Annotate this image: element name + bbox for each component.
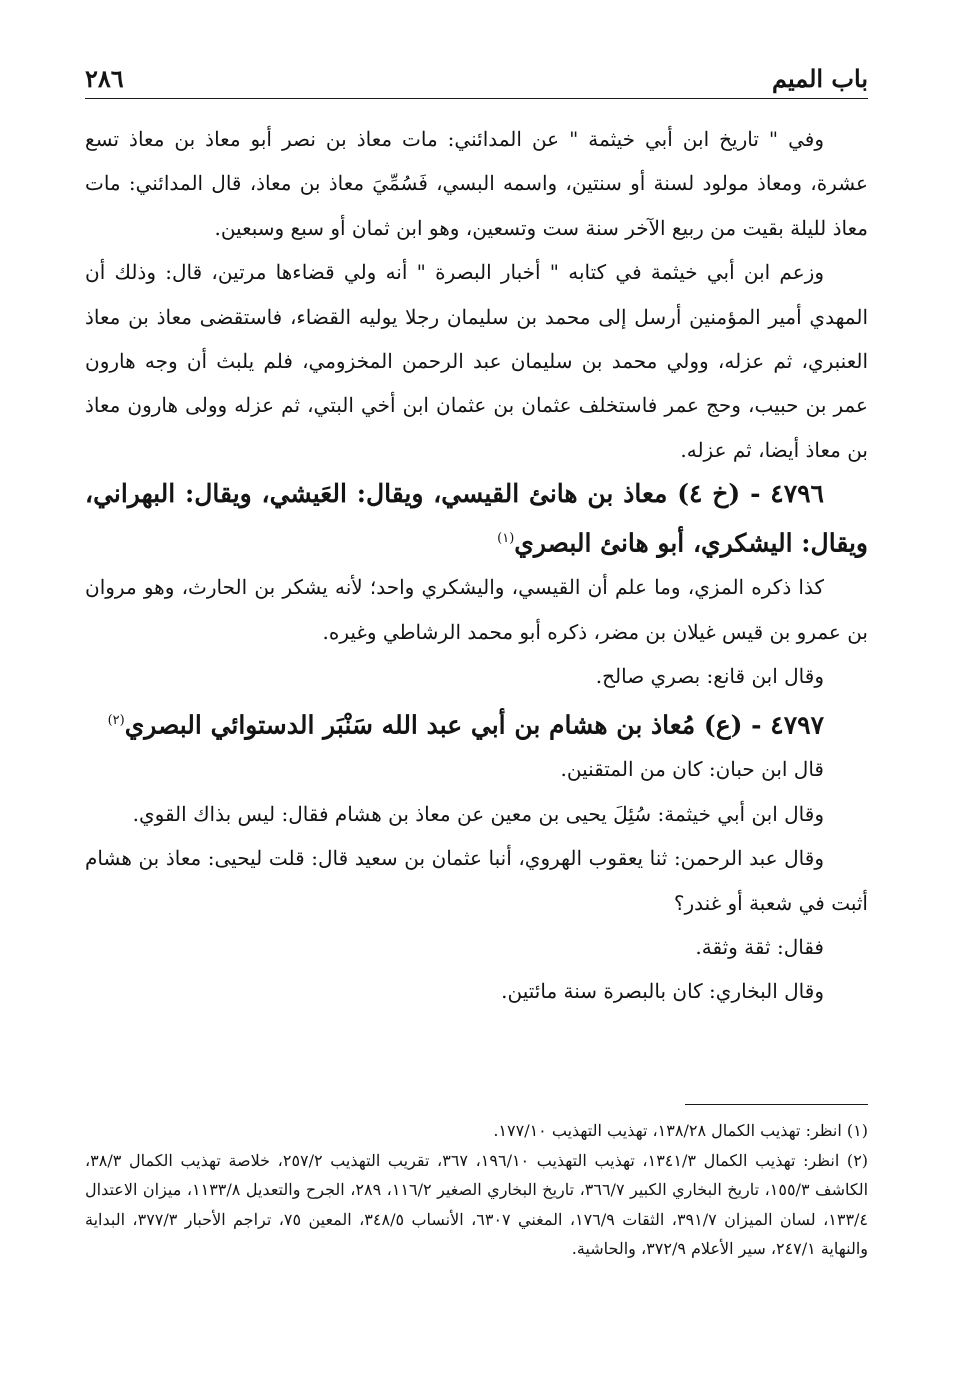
paragraph: كذا ذكره المزي، وما علم أن القيسي، واليشكري واحد؛ لأنه يشكر بن الحارث، وهو مروان بن عمرو بن قيس غيلان بن مضر، ذكره أبو محمد الرشاطي وغيره.	[85, 575, 868, 644]
entry-number: ٤٧٩٦	[770, 479, 824, 509]
running-header	[85, 58, 868, 99]
page-number: ٢٨٦	[85, 64, 124, 93]
paragraph: وقال ابن قانع: بصري صالح.	[595, 664, 824, 689]
footnote: (٢) انظر: تهذيب الكمال ١٣٤١/٣، تهذيب التهذيب ١٩٦/١٠، ٣٦٧، تقريب التهذيب ٢٥٧/٢، خلاصة تهذيب الكمال ٣٨/٣، الكاشف ١٥٥/٣، تاريخ البخاري الكبير ٣٦٦/٧، تاريخ البخاري الصغير ١١٦/٢، ٢٨٩، الجرح والتعديل ١١٣٣/٨، ميزان الاعتدال ١٣٣/٤، لسان الميزان ٣٩١/٧، الثقات ١٧٦/٩، المغني ٦٣٠٧، الأنساب ٣٤٨/٥، المعين ٧٥، تراجم الأحبار ٣٧٧/٣، البداية والنهاية ٢٤٧/١، سير الأعلام ٣٧٢/٩، والحاشية.	[85, 1150, 869, 1258]
entry-heading	[85, 472, 868, 565]
paragraph: وقال البخاري: كان بالبصرة سنة مائتين.	[501, 979, 824, 1004]
paragraph: وزعم ابن أبي خيثمة في كتابه " أخبار البصرة " أنه ولي قضاءها مرتين، قال: وذلك أن المهدي أمير المؤمنين أرسل إلى محمد بن سليمان رجلا يوليه القضاء، فاستقضى معاذ بن معاذ العنبري، ثم عزله، وولي محمد بن سليمان عبد الرحمن المخزومي، فلم يلبث أن وجه هارون عمر بن حبيب، وحج عمر فاستخلف عثمان بن عثمان ابن أخي البتي، ثم عزله وولى هارون معاذ بن معاذ أيضا، ثم عزله.	[85, 260, 868, 462]
entry-title: - (خ ٤) معاذ بن هانئ القيسي، ويقال: العَيشي، ويقال: البهراني، ويقال: اليشكري، أبو هانئ البصري	[85, 479, 868, 557]
footnotes	[85, 1116, 868, 1264]
entry-number: ٤٧٩٧	[770, 709, 824, 739]
paragraph: قال ابن حبان: كان من المتقنين.	[560, 757, 824, 782]
footnote-separator	[685, 1104, 868, 1105]
main-text	[85, 117, 868, 1014]
paragraph: وقال ابن أبي خيثمة: سُئِلَ يحيى بن معين عن معاذ بن هشام فقال: ليس بذاك القوي.	[132, 801, 824, 826]
entry-title: - (ع) مُعاذ بن هشام بن أبي عبد الله سَنْبَر الدستوائي البصري	[124, 709, 762, 739]
paragraph: وفي " تاريخ ابن أبي خيثمة " عن المدائني: مات معاذ بن نصر أبو معاذ بن معاذ تسع عشرة، ومعاذ مولود لسنة أو سنتين، واسمه البسي، فَسُمِّيَ معاذ بن معاذ، قال المدائني: مات معاذ لليلة بقيت من ربيع الآخر سنة ست وتسعين، وهو ابن ثمان أو سبع وسبعين.	[85, 127, 868, 240]
entry-heading	[85, 699, 868, 748]
paragraph: فقال: ثقة وثقة.	[695, 934, 824, 959]
footnote: (١) انظر: تهذيب الكمال ١٣٨/٢٨، تهذيب التهذيب ١٧٧/١٠.	[493, 1121, 868, 1140]
footnote-reference: (٢)	[107, 712, 125, 728]
paragraph: وقال عبد الرحمن: ثنا يعقوب الهروي، أنبا عثمان بن سعيد قال: قلت ليحيى: معاذ بن هشام أثبت في شعبة أو غندر؟	[85, 846, 868, 915]
chapter-title: باب الميم	[771, 64, 868, 93]
footnote-reference: (١)	[497, 530, 515, 546]
